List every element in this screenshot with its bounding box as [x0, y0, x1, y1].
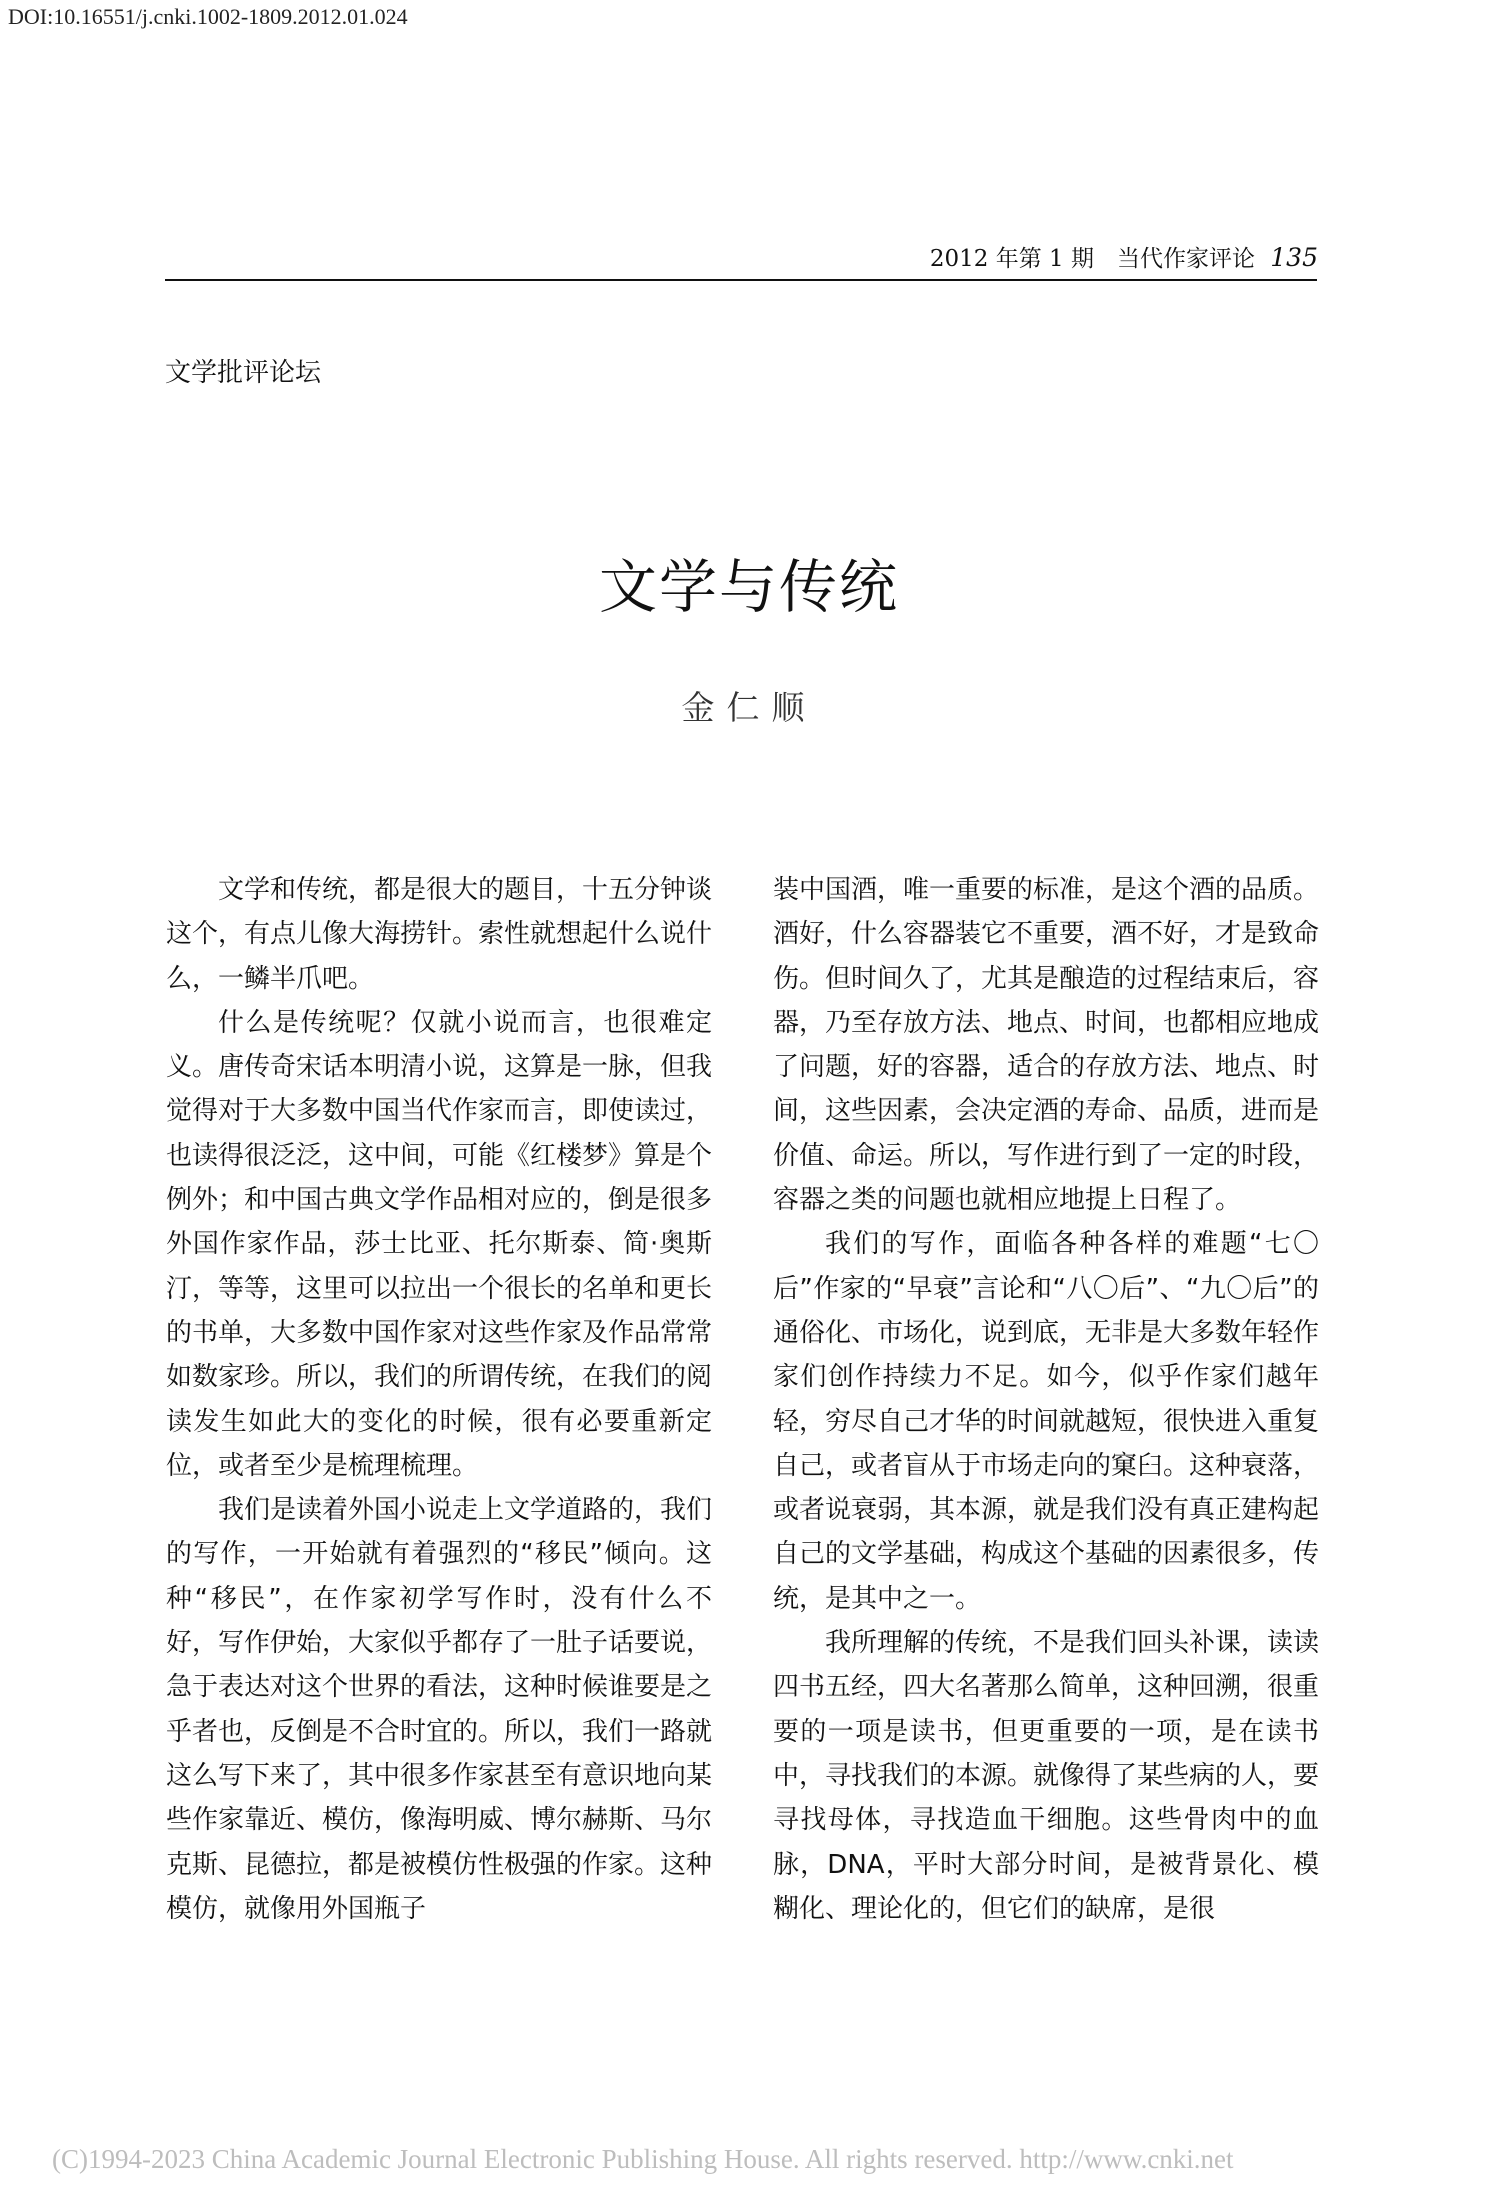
paragraph: 装中国酒，唯一重要的标准，是这个酒的品质。酒好，什么容器装它不重要，酒不好，才是致命伤。但时间久了，尤其是酿造的过程结束后，容器，乃至存放方法、地点、时间，也都相应地成了问题，好的容器，适合的存放方法、地点、时间，这些因素，会决定酒的寿命、品质，进而是价值、命运。所以，写作进行到了一定的时段，容器之类的问题也就相应地提上日程了。: [773, 875, 1320, 1216]
section-label: 文学批评论坛: [165, 358, 322, 388]
running-header: [930, 240, 1318, 273]
paragraph: 我们的写作，面临各种各样的难题“七〇后”作家的“早衰”言论和“八〇后”、“九〇后”的通俗化、市场化，说到底，无非是大多数年轻作家们创作持续力不足。如今，似乎作家们越年轻，穷尽自己才华的时间就越短，很快进入重复自己，或者盲从于市场走向的窠臼。这种衰落，或者说衰弱，其本源，就是我们没有真正建构起自己的文学基础，构成这个基础的因素很多，传统，是其中之一。: [773, 1229, 1320, 1614]
left-column: [166, 868, 712, 1931]
article-title: 文学与传统: [598, 553, 899, 621]
paragraph: 什么是传统呢？仅就小说而言，也很难定义。唐传奇宋话本明清小说，这算是一脉，但我觉得对于大多数中国当代作家而言，即使读过，也读得很泛泛，这中间，可能《红楼梦》算是个例外；和中国古典文学作品相对应的，倒是很多外国作家作品，莎士比亚、托尔斯泰、简·奥斯汀，等等，这里可以拉出一个很长的名单和更长的书单，大多数中国作家对这些作家及作品常常如数家珍。所以，我们的所谓传统，在我们的阅读发生如此大的变化的时候，很有必要重新定位，或者至少是梳理梳理。: [166, 1007, 713, 1481]
page-number: 135: [1270, 243, 1318, 272]
right-column: [773, 868, 1319, 1931]
issue-label: 2012 年第 1 期 当代作家评论: [929, 246, 1255, 272]
author-name: 金仁顺: [681, 688, 817, 727]
header-rule: [165, 279, 1317, 281]
doi-label: DOI:10.16551/j.cnki.1002-1809.2012.01.024: [8, 4, 408, 29]
paragraph: 文学和传统，都是很大的题目，十五分钟谈这个，有点儿像大海捞针。索性就想起什么说什么，一鳞半爪吧。: [166, 875, 713, 994]
paragraph: 我所理解的传统，不是我们回头补课，读读四书五经，四大名著那么简单，这种回溯，很重要的一项是读书，但更重要的一项，是在读书中，寻找我们的本源。就像得了某些病的人，要寻找母体，寻找造血干细胞。这些骨肉中的血脉，DNA，平时大部分时间，是被背景化、模糊化、理论化的，但它们的缺席，是很: [773, 1628, 1320, 1924]
paragraph: 我们是读着外国小说走上文学道路的，我们的写作，一开始就有着强烈的“移民”倾向。这种“移民”，在作家初学写作时，没有什么不好，写作伊始，大家似乎都存了一肚子话要说，急于表达对这个世界的看法，这种时候谁要是之乎者也，反倒是不合时宜的。所以，我们一路就这么写下来了，其中很多作家甚至有意识地向某些作家靠近、模仿，像海明威、博尔赫斯、马尔克斯、昆德拉，都是被模仿性极强的作家。这种模仿，就像用外国瓶子: [166, 1495, 713, 1924]
copyright-footer: (C)1994-2023 China Academic Journal Electronic Publishing House. All rights reserved. http://www.cnki.net: [52, 2144, 1234, 2174]
